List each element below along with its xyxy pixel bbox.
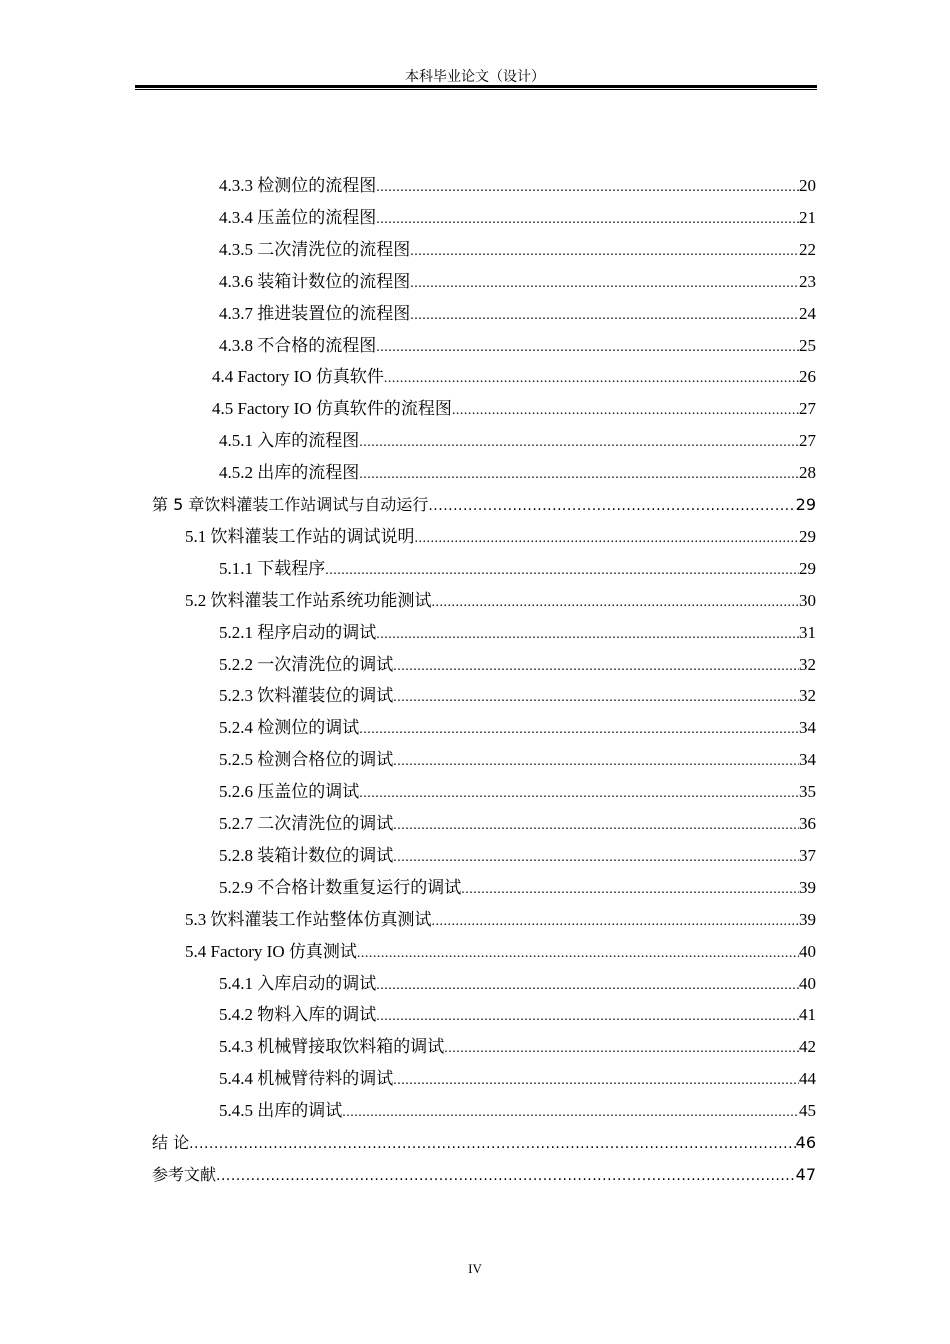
toc-entry-title: 5.2.6 压盖位的调试 xyxy=(219,782,360,802)
toc-entry[interactable] xyxy=(219,170,816,202)
dot-leader xyxy=(357,936,799,968)
dot-leader xyxy=(410,234,799,266)
toc-entry-title: 5.2.7 二次清洗位的调试 xyxy=(219,814,394,833)
toc-entry-page: 25 xyxy=(799,335,816,355)
toc-entry[interactable] xyxy=(219,1095,816,1127)
dot-leader xyxy=(393,649,799,681)
toc-entry[interactable] xyxy=(219,202,816,234)
toc-entry-title: 5.4.1 入库启动的调试 xyxy=(219,973,377,993)
toc-entry[interactable] xyxy=(219,266,816,298)
toc-entry[interactable] xyxy=(219,808,816,840)
toc-entry-page: 39 xyxy=(799,909,816,929)
dot-leader xyxy=(384,361,799,393)
dot-leader xyxy=(359,457,799,489)
toc-entry-page: 35 xyxy=(799,782,816,802)
dot-leader xyxy=(376,170,799,202)
toc-entry-title: 4.3.7 推进装置位的流程图 xyxy=(219,303,411,323)
toc-entry[interactable] xyxy=(152,489,816,521)
toc-entry[interactable] xyxy=(185,904,816,936)
toc-entry-page: 40 xyxy=(799,973,816,993)
toc-entry[interactable] xyxy=(219,425,816,457)
dot-leader xyxy=(376,968,799,1000)
toc-entry-title: 4.5.2 出库的流程图 xyxy=(219,463,360,483)
toc-entry[interactable] xyxy=(219,999,816,1031)
toc-entry-title: 5.4.2 物料入库的调试 xyxy=(219,1005,377,1025)
toc-entry-title: 4.3.8 不合格的流程图 xyxy=(219,335,377,355)
toc-entry-title: 5.4.5 出库的调试 xyxy=(219,1101,343,1121)
dot-leader xyxy=(376,202,799,234)
toc-entry-page: 29 xyxy=(799,558,816,578)
toc-entry[interactable] xyxy=(219,680,816,712)
toc-entry[interactable] xyxy=(219,457,816,489)
dot-leader xyxy=(444,1031,799,1063)
toc-entry-page: 32 xyxy=(799,654,816,674)
toc-entry[interactable] xyxy=(219,649,816,681)
dot-leader xyxy=(393,840,799,872)
toc-entry-page: 44 xyxy=(799,1069,816,1089)
toc-entry-title: 第 5 章饮料灌装工作站调试与自动运行 xyxy=(152,495,429,514)
dot-leader xyxy=(461,872,799,904)
toc-entry-title: 5.4.3 机械臂接取饮料箱的调试 xyxy=(219,1037,445,1057)
toc-entry-title: 5.2.3 饮料灌装位的调试 xyxy=(219,686,394,706)
toc-entry[interactable] xyxy=(219,1063,816,1095)
dot-leader xyxy=(359,776,799,808)
toc-entry-page: 46 xyxy=(795,1133,816,1152)
toc-entry[interactable] xyxy=(212,361,816,393)
dot-leader xyxy=(432,904,800,936)
toc-entry-page: 23 xyxy=(799,271,816,291)
toc-entry[interactable] xyxy=(185,936,816,968)
dot-leader xyxy=(359,712,799,744)
toc-entry-page: 34 xyxy=(799,750,816,770)
dot-leader xyxy=(452,393,799,425)
toc-entry-page: 22 xyxy=(799,239,816,259)
toc-entry-title: 5.2.1 程序启动的调试 xyxy=(219,622,377,642)
toc-entry-page: 21 xyxy=(799,207,816,227)
toc-entry[interactable] xyxy=(219,330,816,362)
toc-entry-page: 45 xyxy=(799,1101,816,1121)
toc-entry-title: 5.4 Factory IO 仿真测试 xyxy=(185,941,357,961)
toc-entry-page: 37 xyxy=(799,845,816,865)
toc-entry[interactable] xyxy=(185,521,816,553)
toc-entry-page: 20 xyxy=(799,176,816,195)
toc-entry-page: 29 xyxy=(795,495,816,514)
toc-entry[interactable] xyxy=(219,872,816,904)
toc-entry-page: 31 xyxy=(799,622,816,642)
toc-entry-title: 5.2 饮料灌装工作站系统功能测试 xyxy=(185,590,432,610)
dot-leader xyxy=(359,425,799,457)
toc-entry-page: 34 xyxy=(799,718,816,738)
dot-leader xyxy=(393,1063,799,1095)
toc-entry-title: 5.3 饮料灌装工作站整体仿真测试 xyxy=(185,909,432,929)
toc-entry[interactable] xyxy=(219,968,816,1000)
toc-entry-page: 30 xyxy=(799,590,816,610)
toc-entry[interactable] xyxy=(219,712,816,744)
toc-entry-page: 27 xyxy=(799,431,816,451)
toc-entry-title: 5.2.5 检测合格位的调试 xyxy=(219,750,394,770)
toc-entry-page: 26 xyxy=(799,367,816,387)
toc-entry-title: 结 论 xyxy=(152,1133,190,1152)
toc-entry[interactable] xyxy=(219,617,816,649)
toc-entry-page: 24 xyxy=(799,303,816,323)
toc-entry-title: 5.2.2 一次清洗位的调试 xyxy=(219,654,394,674)
toc-entry-page: 39 xyxy=(799,877,816,897)
toc-entry-page: 32 xyxy=(799,686,816,706)
toc-entry[interactable] xyxy=(219,298,816,330)
toc-entry-title: 4.3.6 装箱计数位的流程图 xyxy=(219,271,411,291)
toc-entry-title: 5.1 饮料灌装工作站的调试说明 xyxy=(185,526,415,546)
toc-entry-title: 4.5.1 入库的流程图 xyxy=(219,431,360,451)
header-rule xyxy=(135,85,817,88)
dot-leader xyxy=(376,330,799,362)
toc-entry-title: 5.4.4 机械臂待料的调试 xyxy=(219,1069,394,1089)
dot-leader xyxy=(410,298,799,330)
page-header: 本科毕业论文（设计） xyxy=(405,70,545,85)
toc-entry-title: 5.2.4 检测位的调试 xyxy=(219,718,360,738)
dot-leader xyxy=(393,744,799,776)
dot-leader xyxy=(432,585,800,617)
toc-entry-page: 27 xyxy=(799,399,816,419)
toc-entry[interactable] xyxy=(185,585,816,617)
toc-entry-title: 4.4 Factory IO 仿真软件 xyxy=(212,367,384,387)
toc-entry-page: 41 xyxy=(799,1005,816,1025)
dot-leader xyxy=(428,489,795,521)
toc-entry[interactable] xyxy=(219,1031,816,1063)
page-number: IV xyxy=(468,1261,482,1276)
toc-entry-page: 36 xyxy=(799,814,816,833)
toc-entry-page: 42 xyxy=(799,1037,816,1057)
toc-entry-title: 5.2.8 装箱计数位的调试 xyxy=(219,845,394,865)
dot-leader xyxy=(393,808,799,840)
toc-entry[interactable] xyxy=(152,1127,816,1159)
toc-entry-title: 4.3.5 二次清洗位的流程图 xyxy=(219,239,411,259)
dot-leader xyxy=(216,1159,796,1191)
dot-leader xyxy=(189,1127,796,1159)
dot-leader xyxy=(342,1095,799,1127)
toc-entry-title: 5.1.1 下载程序 xyxy=(219,558,326,578)
dot-leader xyxy=(415,521,800,553)
toc-entry[interactable] xyxy=(219,234,816,266)
dot-leader xyxy=(376,999,799,1031)
dot-leader xyxy=(393,680,799,712)
toc-entry-page: 47 xyxy=(795,1164,816,1184)
toc-entry-title: 5.2.9 不合格计数重复运行的调试 xyxy=(219,877,462,897)
toc-entry-title: 4.3.4 压盖位的流程图 xyxy=(219,207,377,227)
toc-entry-title: 参考文献 xyxy=(152,1164,217,1184)
dot-leader xyxy=(410,266,799,298)
dot-leader xyxy=(376,617,799,649)
toc-entry[interactable] xyxy=(152,1159,816,1191)
toc-entry-page: 28 xyxy=(799,463,816,483)
toc-entry[interactable] xyxy=(219,840,816,872)
toc-entry[interactable] xyxy=(219,553,816,585)
dot-leader xyxy=(325,553,799,585)
toc-entry[interactable] xyxy=(212,393,816,425)
toc-entry-title: 4.5 Factory IO 仿真软件的流程图 xyxy=(212,399,452,419)
toc-entry[interactable] xyxy=(219,744,816,776)
toc-entry[interactable] xyxy=(219,776,816,808)
toc-entry-title: 4.3.3 检测位的流程图 xyxy=(219,176,377,195)
toc-entry-page: 29 xyxy=(799,526,816,546)
toc-entry-page: 40 xyxy=(799,941,816,961)
header-rule-thin xyxy=(135,89,817,90)
